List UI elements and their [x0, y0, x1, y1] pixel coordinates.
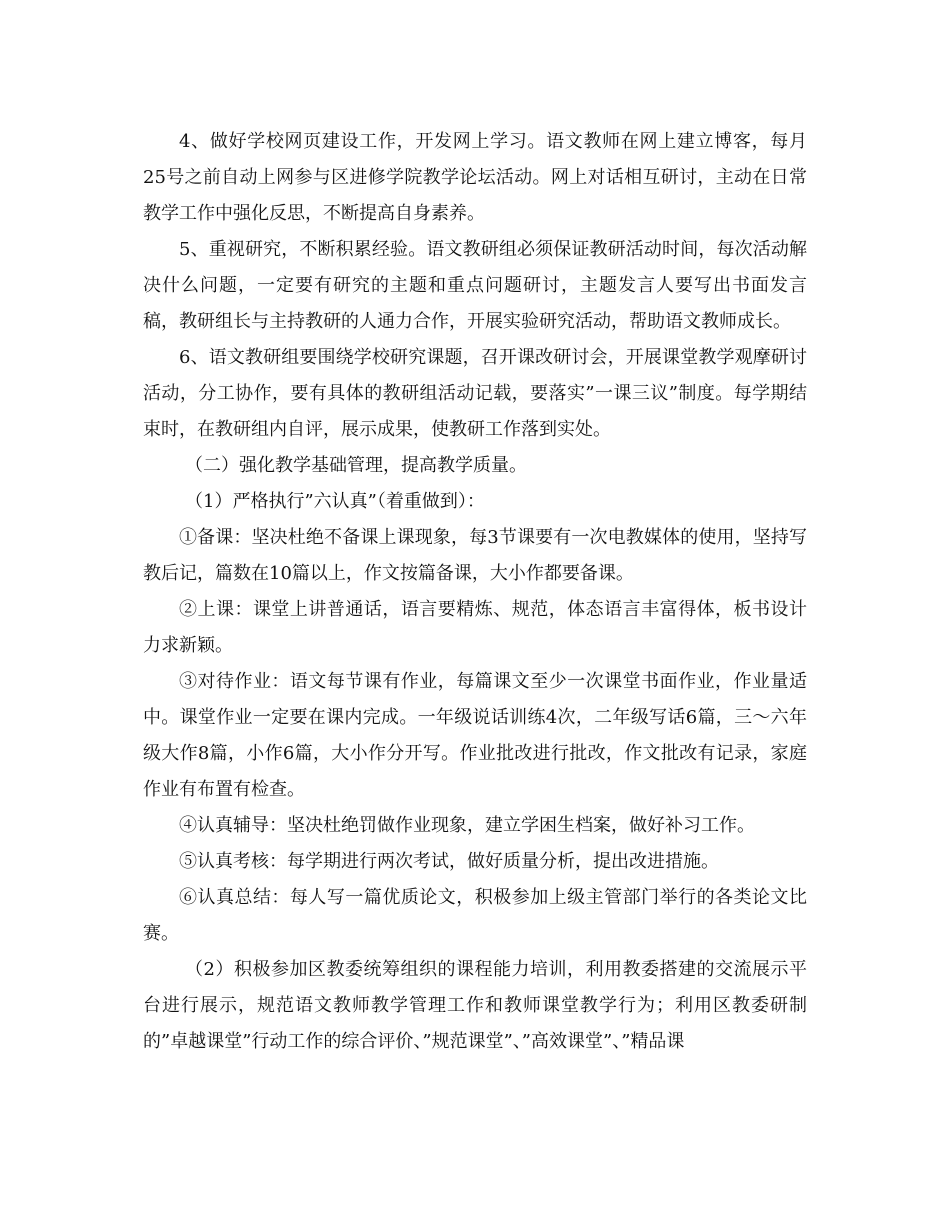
paragraph-item-4: 4、做好学校网页建设工作，开发网上学习。语文教师在网上建立博客，每月25号之前自动上网参与区进修学院教学论坛活动。网上对话相互研讨，主动在日常教学工作中强化反思，不断提高自身素养。: [143, 131, 807, 224]
paragraph-summary: ⑥认真总结：每人写一篇优质论文，积极参加上级主管部门举行的各类论文比赛。: [143, 887, 807, 944]
paragraph-item-6: 6、语文教研组要围绕学校研究课题，召开课改研讨会，开展课堂教学观摩研讨活动，分工协作，要有具体的教研组活动记载，要落实”一课三议”制度。每学期结束时，在教研组内自评，展示成果，使教研工作落到实处。: [143, 347, 807, 440]
section-heading-two: （二）强化教学基础管理，提高教学质量。: [185, 455, 527, 476]
paragraph-item-5: 5、重视研究，不断积累经验。语文教研组必须保证教研活动时间，每次活动解决什么问题，一定要有研究的主题和重点问题研讨，主题发言人要写出书面发言稿，教研组长与主持教研的人通力合作，开展实验研究活动，帮助语文教师成长。: [143, 239, 807, 332]
paragraph-lesson-prep: ①备课：坚决杜绝不备课上课现象，每3节课要有一次电教媒体的使用，坚持写教后记，篇数在10篇以上，作文按篇备课，大小作都要备课。: [143, 527, 807, 584]
paragraph-training: （2）积极参加区教委统筹组织的课程能力培训，利用教委搭建的交流展示平台进行展示，规范语文教师教学管理工作和教师课堂教学行为；利用区教委研制的”卓越课堂”行动工作的综合评价、”规范课堂”、”高效课堂”、”精品课: [143, 959, 807, 1052]
paragraph-homework: ③对待作业：语文每节课有作业，每篇课文至少一次课堂书面作业，作业量适中。课堂作业一定要在课内完成。一年级说话训练4次，二年级写话6篇，三～六年级大作8篇，小作6篇，大小作分开写。作业批改进行批改，作文批改有记录，家庭作业有布置有检查。: [143, 671, 807, 800]
paragraph-class-teaching: ②上课：课堂上讲普通话，语言要精炼、规范，体态语言丰富得体，板书设计力求新颖。: [143, 599, 807, 656]
paragraph-tutoring: ④认真辅导：坚决杜绝罚做作业现象，建立学困生档案，做好补习工作。: [179, 815, 755, 836]
paragraph-assessment: ⑤认真考核：每学期进行两次考试，做好质量分析，提出改进措施。: [179, 851, 719, 872]
document-body: [143, 124, 807, 1060]
subsection-heading-1: （1）严格执行”六认真”（着重做到）：: [185, 491, 485, 512]
